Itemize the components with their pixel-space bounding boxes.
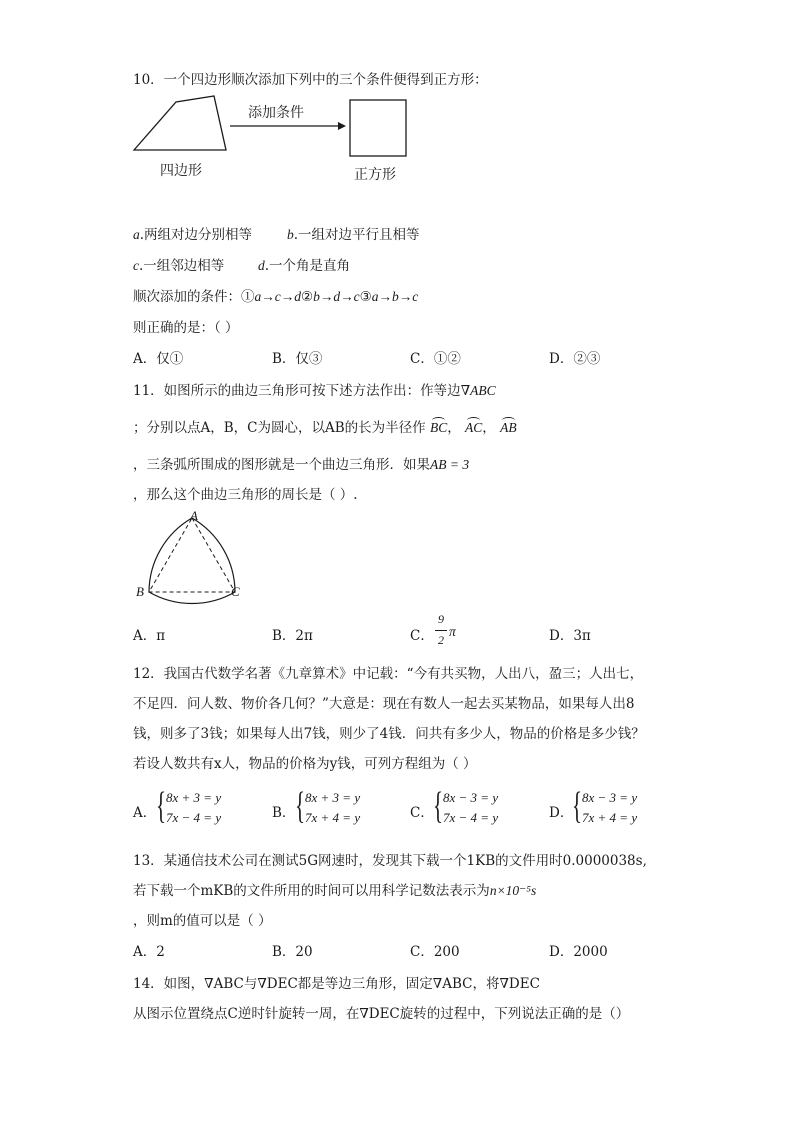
q10-square-label: 正方形	[354, 167, 396, 183]
q11-option-b[interactable]: B．2π	[272, 628, 313, 644]
q13-line1: 13．某通信技术公司在测试5G网速时，发现其下载一个1KB的文件用时0.0000038s,	[133, 853, 647, 869]
q10-quadrilateral-label: 四边形	[160, 163, 202, 179]
q12-line3: 钱，则多了3钱；如果每人出7钱，则少了4钱．问共有多少人，物品的价格是多少钱？	[133, 726, 645, 742]
q11-optc-denominator: 2	[438, 633, 444, 647]
q13-line2: 若下载一个mKB的文件所用的时间可以用科学记数法表示为n×10⁻⁵s	[133, 883, 537, 899]
q13-option-b[interactable]: B．20	[272, 944, 313, 960]
arc-ab: AB	[500, 420, 517, 435]
q10-ask: 则正确的是：（ ）	[133, 320, 239, 336]
q11-line2: ；分别以点A，B，C为圆心，以AB的长为半径作 BC， AC， AB	[133, 420, 517, 436]
q12-option-d-eq2: 7x + 4 = y	[582, 810, 638, 825]
point-b-label: B	[136, 584, 144, 599]
q13-option-a[interactable]: A．2	[133, 944, 165, 960]
q12-option-b-eq1: 8x + 3 = y	[305, 790, 361, 805]
q12-option-c-brace: {	[433, 785, 444, 827]
q11-optc-numerator: 9	[438, 612, 444, 626]
q12-option-d-eq1: 8x − 3 = y	[582, 790, 638, 805]
q12-option-c-eq1: 8x − 3 = y	[443, 790, 499, 805]
q11-optc-fraction-bar	[435, 630, 447, 631]
q12-option-d-label[interactable]: D．	[549, 805, 574, 821]
q11-line3: ，三条弧所围成的图形就是一个曲边三角形．如果AB = 3	[133, 457, 470, 473]
q13-option-d[interactable]: D．2000	[549, 944, 608, 960]
q11-option-a[interactable]: A．π	[133, 628, 166, 644]
q11-line4: ，那么这个曲边三角形的周长是（ ）.	[133, 487, 358, 503]
q12-option-a-eq2: 7x − 4 = y	[166, 810, 222, 825]
q11-option-d[interactable]: D．3π	[549, 628, 591, 644]
q12-option-b-label[interactable]: B．	[272, 805, 296, 821]
q11-optc-pi: π	[449, 624, 456, 639]
q10-option-b[interactable]: B．仅③	[272, 351, 323, 367]
q10-cond-d: d.一个角是直角	[258, 258, 351, 274]
q12-option-a-brace: {	[156, 785, 167, 827]
arc-ac: AC	[465, 420, 483, 435]
q10-orders: 顺次添加的条件：①a→c→d②b→d→c③a→b→c	[133, 289, 419, 305]
point-a-label: A	[190, 508, 198, 523]
q12-option-b-brace: {	[295, 785, 306, 827]
point-c-label: C	[231, 584, 240, 599]
q10-stem: 10．一个四边形顺次添加下列中的三个条件便得到正方形：	[133, 72, 488, 88]
square-shape	[350, 100, 406, 156]
q14-line2: 从图示位置绕点C逆时针旋转一周，在∇DEC旋转的过程中，下列说法正确的是（）	[133, 1006, 630, 1022]
q10-option-d[interactable]: D．②③	[549, 351, 601, 367]
q10-cond-c: c.一组邻边相等	[133, 258, 225, 274]
q12-option-b-eq2: 7x + 4 = y	[305, 810, 361, 825]
q13-line3: ，则m的值可以是（ ）	[133, 913, 272, 929]
q12-option-a-label[interactable]: A．	[133, 805, 157, 821]
q10-option-c[interactable]: C．①②	[410, 351, 461, 367]
q12-option-c-label[interactable]: C．	[410, 805, 434, 821]
q12-option-c-eq2: 7x − 4 = y	[443, 810, 499, 825]
arc-bc: BC	[429, 420, 448, 435]
quadrilateral-shape	[134, 96, 226, 150]
q10-option-a[interactable]: A．仅①	[133, 351, 184, 367]
q12-option-d-brace: {	[572, 785, 583, 827]
q14-line1: 14．如图，∇ABC与∇DEC都是等边三角形，固定∇ABC，将∇DEC	[133, 976, 540, 992]
q13-option-c[interactable]: C．200	[410, 944, 460, 960]
q11-option-c[interactable]: C．	[410, 628, 434, 644]
q10-arrow-label: 添加条件	[248, 105, 304, 121]
q12-line4: 若设人数共有x人，物品的价格为y钱，可列方程组为（ ）	[133, 756, 477, 772]
q10-cond-a: a.两组对边分别相等	[133, 227, 253, 243]
q12-line1: 12．我国古代数学名著《九章算术》中记载：“今有共买物，人出八，盈三；人出七，	[133, 666, 644, 682]
q10-cond-b: b.一组对边平行且相等	[287, 227, 420, 243]
q12-line2: 不足四．问人数、物价各几何？”大意是：现在有数人一起去买某物品，如果每人出8	[133, 696, 635, 712]
q11-line1: 11．如图所示的曲边三角形可按下述方法作出：作等边∇ABC	[133, 383, 496, 399]
q12-option-a-eq1: 8x + 3 = y	[166, 790, 222, 805]
